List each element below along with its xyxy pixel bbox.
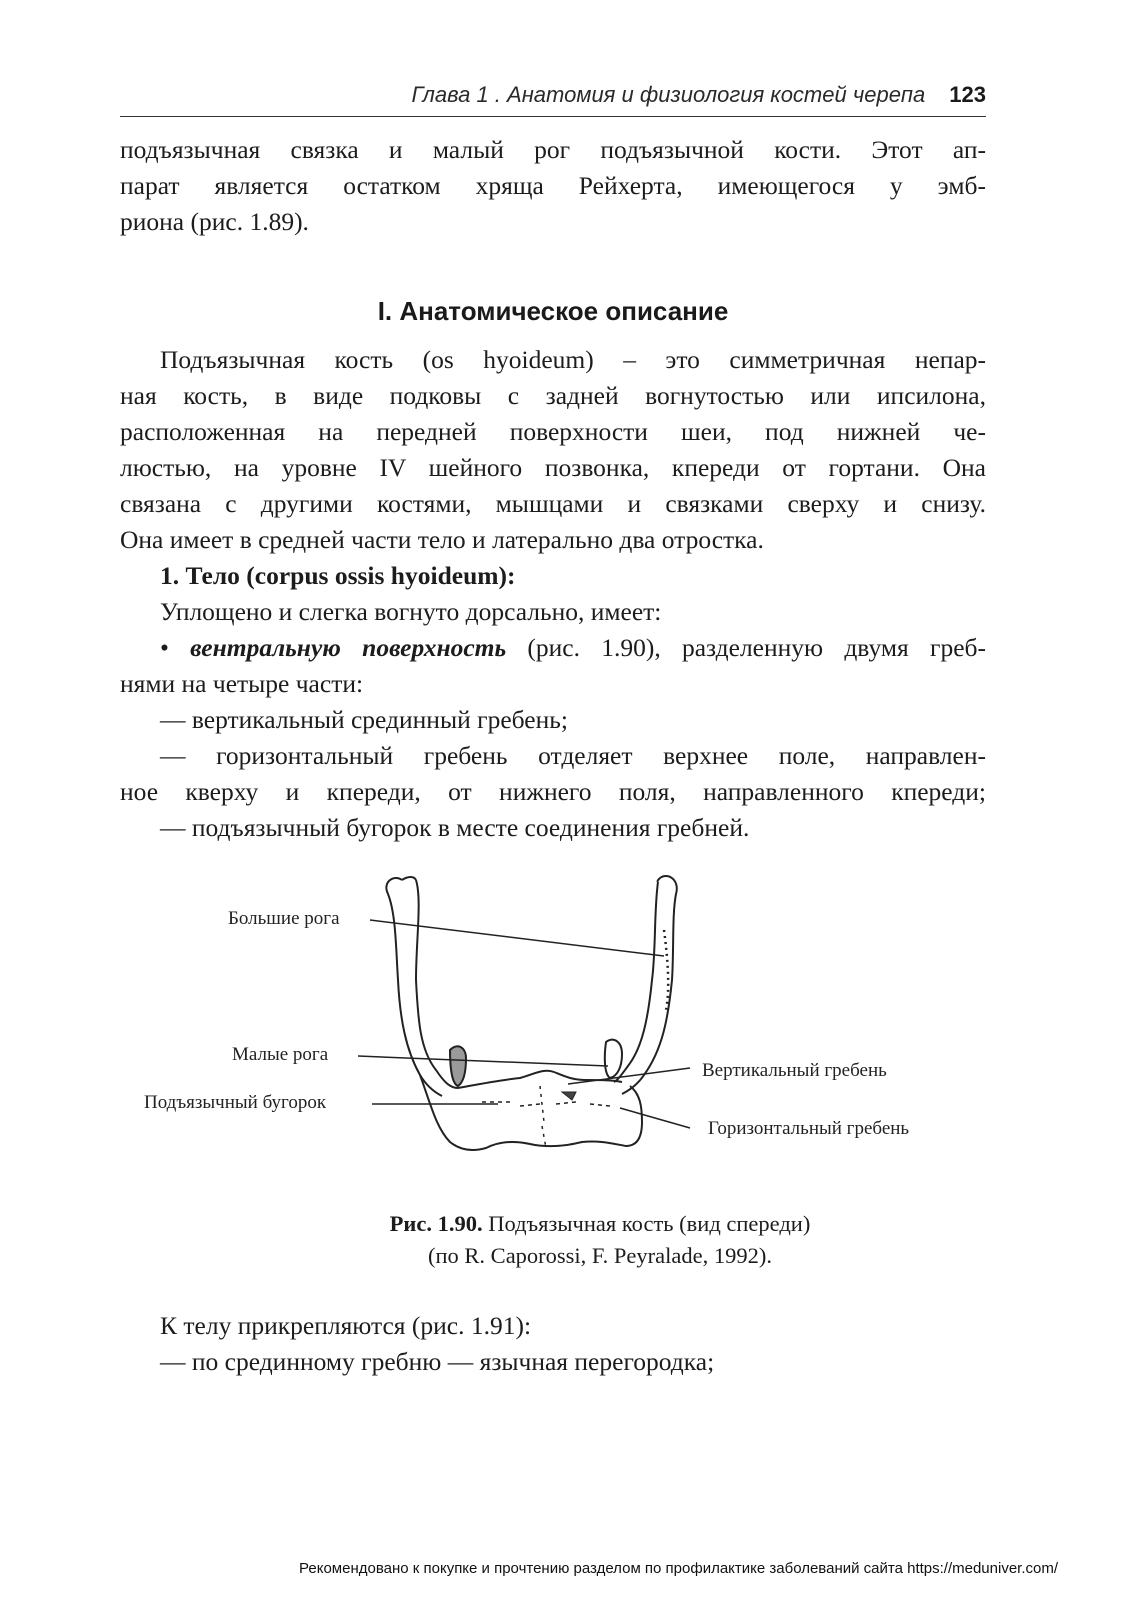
p1-line-3: расположенная на передней поверхности шеи, под нижней че-	[120, 417, 986, 446]
label-horizontal-crest: Горизонтальный гребень	[708, 1118, 910, 1139]
dash-item-2a: — горизонтальный гребень отделяет верхнее поле, направлен-	[160, 741, 986, 770]
caption-text: Подъязычная кость (вид спереди)	[482, 1211, 811, 1236]
figure-caption-line-2: (по R. Caporossi, F. Peyralade, 1992).	[428, 1243, 772, 1268]
running-title: Глава 1 . Анатомия и физиология костей черепа	[411, 82, 926, 107]
label-vertical-crest: Вертикальный гребень	[702, 1060, 887, 1081]
intro-line-3: риона (рис. 1.89).	[120, 207, 309, 236]
bullet-line-2: нями на четыре части:	[120, 669, 364, 698]
dash-item-3: — подъязычный бугорок в месте соединения гребней.	[160, 813, 750, 842]
label-hyoid-tubercle: Подъязычный бугорок	[144, 1092, 327, 1113]
label-lesser-horns: Малые рога	[232, 1044, 329, 1065]
p1-line-4: люстью, на уровне IV шейного позвонка, кпереди от гортани. Она	[120, 453, 986, 482]
section-heading: I. Анатомическое описание	[377, 296, 729, 326]
footer-recommendation: Рекомендовано к покупке и прочтению разделом по профилактике заболеваний сайта https://meduniver.com/	[299, 1560, 1058, 1577]
after-line-1: К телу прикрепляются (рис. 1.91):	[160, 1311, 532, 1340]
bullet-term: вентральную поверхность	[190, 633, 507, 662]
page-number: 123	[949, 82, 986, 107]
bullet-mark: •	[160, 633, 191, 662]
bullet-line-1	[160, 632, 986, 664]
caption-label: Рис. 1.90.	[389, 1211, 483, 1236]
intro-line-1: подъязычная связка и малый рог подъязычной кости. Этот ап-	[120, 135, 986, 164]
after-line-2: — по срединному гребню — язычная перегородка;	[160, 1347, 715, 1376]
dash-item-2b: ное кверху и кпереди, от нижнего поля, направленного кпереди;	[120, 777, 986, 806]
label-greater-horns: Большие рога	[228, 908, 340, 929]
intro-line-2: парат является остатком хряща Рейхерта, имеющегося у эмб-	[120, 171, 986, 200]
dash-item-1: — вертикальный срединный гребень;	[160, 705, 568, 734]
subheading-body: 1. Тело (corpus ossis hyoideum):	[160, 561, 516, 590]
p2-line: Уплощено и слегка вогнуто дорсально, имеет:	[160, 597, 662, 626]
bullet-rest: (рис. 1.90), разделенную двумя греб-	[506, 633, 986, 662]
p1-line-5: связана с другими костями, мышцами и связками сверху и снизу.	[120, 489, 986, 518]
p1-line-6: Она имеет в средней части тело и латерально два отростка.	[120, 525, 764, 554]
hyoid-figure	[120, 870, 1020, 1200]
running-header	[120, 82, 986, 117]
figure-caption	[120, 1208, 1080, 1240]
p1-line-1: Подъязычная кость (os hyoideum) – это симметричная непар-	[160, 345, 986, 374]
p1-line-2: ная кость, в виде подковы с задней вогнутостью или ипсилона,	[120, 381, 986, 410]
